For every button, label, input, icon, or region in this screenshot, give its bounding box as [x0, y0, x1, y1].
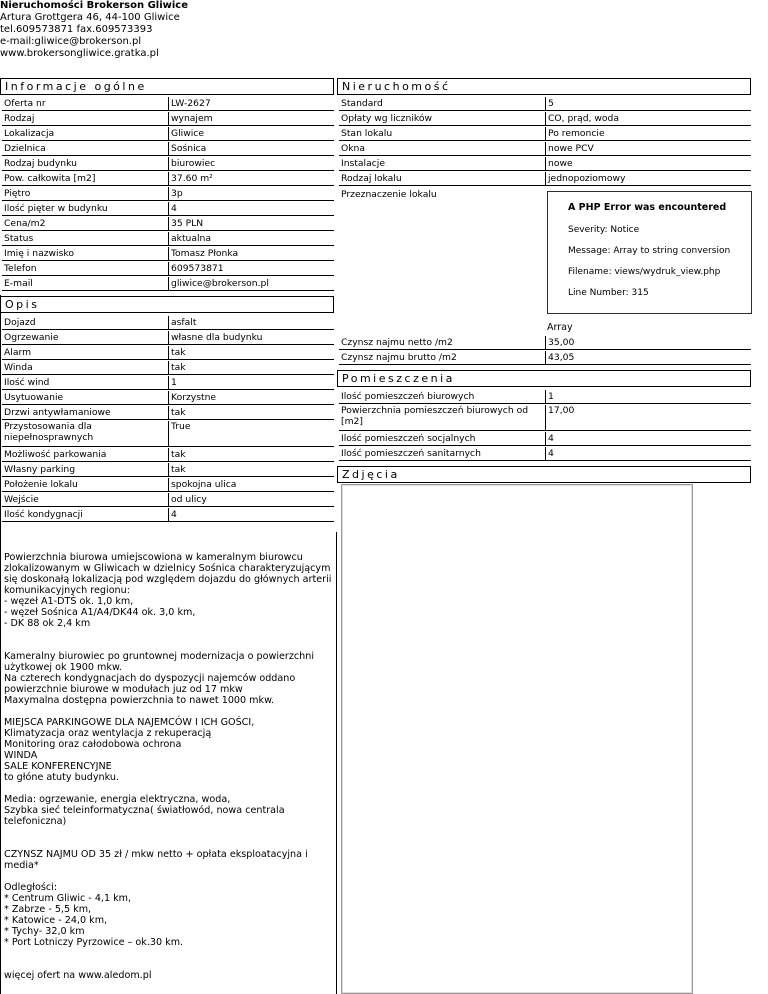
row-value: 43,05 [545, 351, 751, 365]
section-title-rooms: Pomieszczenia [337, 370, 751, 387]
row-value: 4 [168, 508, 334, 522]
table-row [2, 478, 334, 492]
row-value: nowe PCV [545, 142, 751, 156]
company-address: Artura Grottgera 46, 44-100 Gliwice [0, 12, 180, 23]
table-row [339, 157, 751, 171]
table-row [339, 127, 751, 141]
table-row [2, 262, 334, 276]
row-label: Status [2, 232, 168, 246]
row-label: Ilość pomieszczeń sanitarnych [339, 447, 545, 461]
table-row [2, 112, 334, 126]
row-value: LW-2627 [168, 97, 334, 111]
company-website: www.brokersongliwice.gratka.pl [0, 48, 159, 59]
row-label: Czynsz najmu brutto /m2 [339, 351, 545, 365]
description-paragraph: Kameralny biurowiec po gruntownej modernizacja o powierzchni użytkowej ok 1900 mkw. Na czterech kondygnacjach do dyspozycji najemców oddano powierzchnie biurowe w modułach juz od 17 mkw Maxymalna dostępna powierzchnia to nawet 1000 mkw. [4, 651, 314, 706]
row-label: E-mail [2, 277, 168, 291]
row-label: Rodzaj budynku [2, 157, 168, 171]
row-value: gliwice@brokerson.pl [168, 277, 334, 291]
row-label: Ilość kondygnacji [2, 508, 168, 522]
row-value: własne dla budynku [168, 331, 334, 345]
row-value: wynajem [168, 112, 334, 126]
row-value: tak [168, 448, 334, 462]
php-error-title: A PHP Error was encountered [568, 202, 727, 213]
table-row [339, 172, 751, 186]
description-paragraph: Media: ogrzewanie, energia elektryczna, woda, Szybka sieć teleinformatyczna( światłowód, nowa centrala telefoniczna) [4, 794, 285, 827]
description-paragraph: MIEJSCA PARKINGOWE DLA NAJEMCÓW I ICH GOŚCI, Klimatyzacja oraz wentylacja z rekuperacją Monitoring oraz całodobowa ochrona WINDA SALE KONFERENCYJNE to głóne atuty budynku. [4, 717, 255, 783]
row-label: Ilość wind [2, 376, 168, 390]
row-label: Rodzaj [2, 112, 168, 126]
php-error-line: Line Number: 315 [568, 288, 649, 298]
table-row [339, 351, 751, 365]
row-label: Dzielnica [2, 142, 168, 156]
table-row [2, 421, 334, 447]
table-row [339, 432, 751, 446]
table-row [2, 448, 334, 462]
row-label: Rodzaj lokalu [339, 172, 545, 186]
row-value: jednopoziomowy [545, 172, 751, 186]
row-value: 35,00 [545, 336, 751, 350]
table-row [2, 247, 334, 261]
row-label: Imię i nazwisko [2, 247, 168, 261]
row-label: Ilość pięter w budynku [2, 202, 168, 216]
table-row [2, 127, 334, 141]
table-row [2, 202, 334, 216]
row-label: Oferta nr [2, 97, 168, 111]
row-value: Sośnica [168, 142, 334, 156]
description-text [4, 552, 334, 992]
row-value: 1 [168, 376, 334, 390]
table-row [339, 142, 751, 156]
table-row [2, 463, 334, 477]
row-label: Dojazd [2, 316, 168, 330]
description-paragraph: CZYNSZ NAJMU OD 35 zł / mkw netto + opłata eksploatacyjna i media* [4, 849, 308, 871]
row-value: Po remoncie [545, 127, 751, 141]
table-row [2, 346, 334, 360]
row-label: Przystosowania dla niepełnosprawnych [2, 421, 168, 447]
description-paragraph: Powierzchnia biurowa umiejscowiona w kameralnym biurowcu zlokalizowanym w Gliwicach w dzielnicy Sośnica charakteryzującym się doskonałą lokalizacją pod względem dojazdu do głównych arterii komunikacyjnych regionu: - węzeł A1-DTŚ ok. 1,0 km, - węzeł Sośnica A1/A4/DK44 ok. 3,0 km, - DK 88 ok 2,4 km [4, 552, 332, 629]
section-title-property: Nieruchomość [337, 78, 751, 95]
row-value: 609573871 [168, 262, 334, 276]
row-value: tak [168, 361, 334, 375]
section-title-description: Opis [0, 296, 334, 313]
table-row [2, 277, 334, 291]
company-name: Nieruchomości Brokerson Gliwice [0, 0, 189, 11]
agency-header [0, 0, 188, 60]
middle-column-border [336, 532, 337, 994]
description-paragraph: więcej ofert na www.aledom.pl [4, 970, 152, 981]
row-value: nowe [545, 157, 751, 171]
row-value: biurowiec [168, 157, 334, 171]
table-row [2, 232, 334, 246]
company-email: e-mail:gliwice@brokerson.pl [0, 36, 142, 47]
table-row [2, 157, 334, 171]
row-value: tak [168, 463, 334, 477]
php-array-output: Array [547, 322, 573, 333]
row-label: Powierzchnia pomieszczeń biurowych od [m2] [339, 405, 545, 431]
purpose-label: Przeznaczenie lokalu [341, 189, 437, 200]
row-label: Cena/m2 [2, 217, 168, 231]
row-value: 4 [168, 202, 334, 216]
row-value: od ulicy [168, 493, 334, 507]
php-error-box [547, 191, 752, 314]
section-title-general: Informacje ogólne [0, 78, 334, 95]
table-row [2, 493, 334, 507]
row-label: Pow. całkowita [m2] [2, 172, 168, 186]
table-row [2, 172, 334, 186]
left-column-border [0, 295, 1, 994]
row-value: True [168, 421, 334, 447]
row-label: Instalacje [339, 157, 545, 171]
row-label: Wejście [2, 493, 168, 507]
table-row [2, 406, 334, 420]
row-label: Ilość pomieszczeń socjalnych [339, 432, 545, 446]
table-row [2, 187, 334, 201]
photo-placeholder [341, 484, 693, 994]
table-row [339, 447, 751, 461]
row-label: Telefon [2, 262, 168, 276]
row-value: CO, prąd, woda [545, 112, 751, 126]
row-value: Gliwice [168, 127, 334, 141]
row-value: 37.60 m² [168, 172, 334, 186]
row-label: Piętro [2, 187, 168, 201]
row-label: Drzwi antywłamaniowe [2, 406, 168, 420]
row-value: 1 [545, 390, 751, 404]
row-label: Okna [339, 142, 545, 156]
description-paragraph: Odległości: * Centrum Gliwic - 4,1 km, * Zabrze - 5,5 km, * Katowice - 24,0 km, * Tychy- 32,0 km * Port Lotniczy Pyrzowice – ok.30 km. [4, 882, 184, 948]
table-row [2, 391, 334, 405]
php-error-message: Message: Array to string conversion [568, 246, 731, 256]
row-label: Możliwość parkowania [2, 448, 168, 462]
table-row [339, 97, 751, 111]
table-row [339, 112, 751, 126]
row-label: Opłaty wg liczników [339, 112, 545, 126]
purpose-row [339, 188, 539, 202]
table-row [339, 336, 751, 350]
company-phones: tel.609573871 fax.609573393 [0, 24, 153, 35]
row-value: 5 [545, 97, 751, 111]
table-row [2, 331, 334, 345]
table-row [2, 376, 334, 390]
row-value: 3p [168, 187, 334, 201]
row-label: Ilość pomieszczeń biurowych [339, 390, 545, 404]
row-value: tak [168, 346, 334, 360]
row-value: 4 [545, 432, 751, 446]
row-label: Ogrzewanie [2, 331, 168, 345]
table-row [2, 316, 334, 330]
row-label: Standard [339, 97, 545, 111]
php-error-severity: Severity: Notice [568, 225, 640, 235]
row-value: Tomasz Płonka [168, 247, 334, 261]
table-row [339, 390, 751, 404]
row-value: 35 PLN [168, 217, 334, 231]
section-title-photos: Zdjęcia [337, 466, 751, 483]
table-row [2, 508, 334, 522]
row-value: spokojna ulica [168, 478, 334, 492]
row-value: aktualna [168, 232, 334, 246]
row-value: 17,00 [545, 405, 751, 431]
table-row [2, 361, 334, 375]
row-label: Własny parking [2, 463, 168, 477]
table-row [2, 142, 334, 156]
row-label: Lokalizacja [2, 127, 168, 141]
table-row [339, 405, 751, 431]
row-value: asfalt [168, 316, 334, 330]
row-label: Położenie lokalu [2, 478, 168, 492]
row-value: Korzystne [168, 391, 334, 405]
table-row [2, 97, 334, 111]
row-value: tak [168, 406, 334, 420]
row-value: 4 [545, 447, 751, 461]
row-label: Stan lokalu [339, 127, 545, 141]
row-label: Czynsz najmu netto /m2 [339, 336, 545, 350]
row-label: Usytuowanie [2, 391, 168, 405]
php-error-filename: Filename: views/wydruk_view.php [568, 267, 721, 277]
row-label: Alarm [2, 346, 168, 360]
table-row [2, 217, 334, 231]
row-label: Winda [2, 361, 168, 375]
